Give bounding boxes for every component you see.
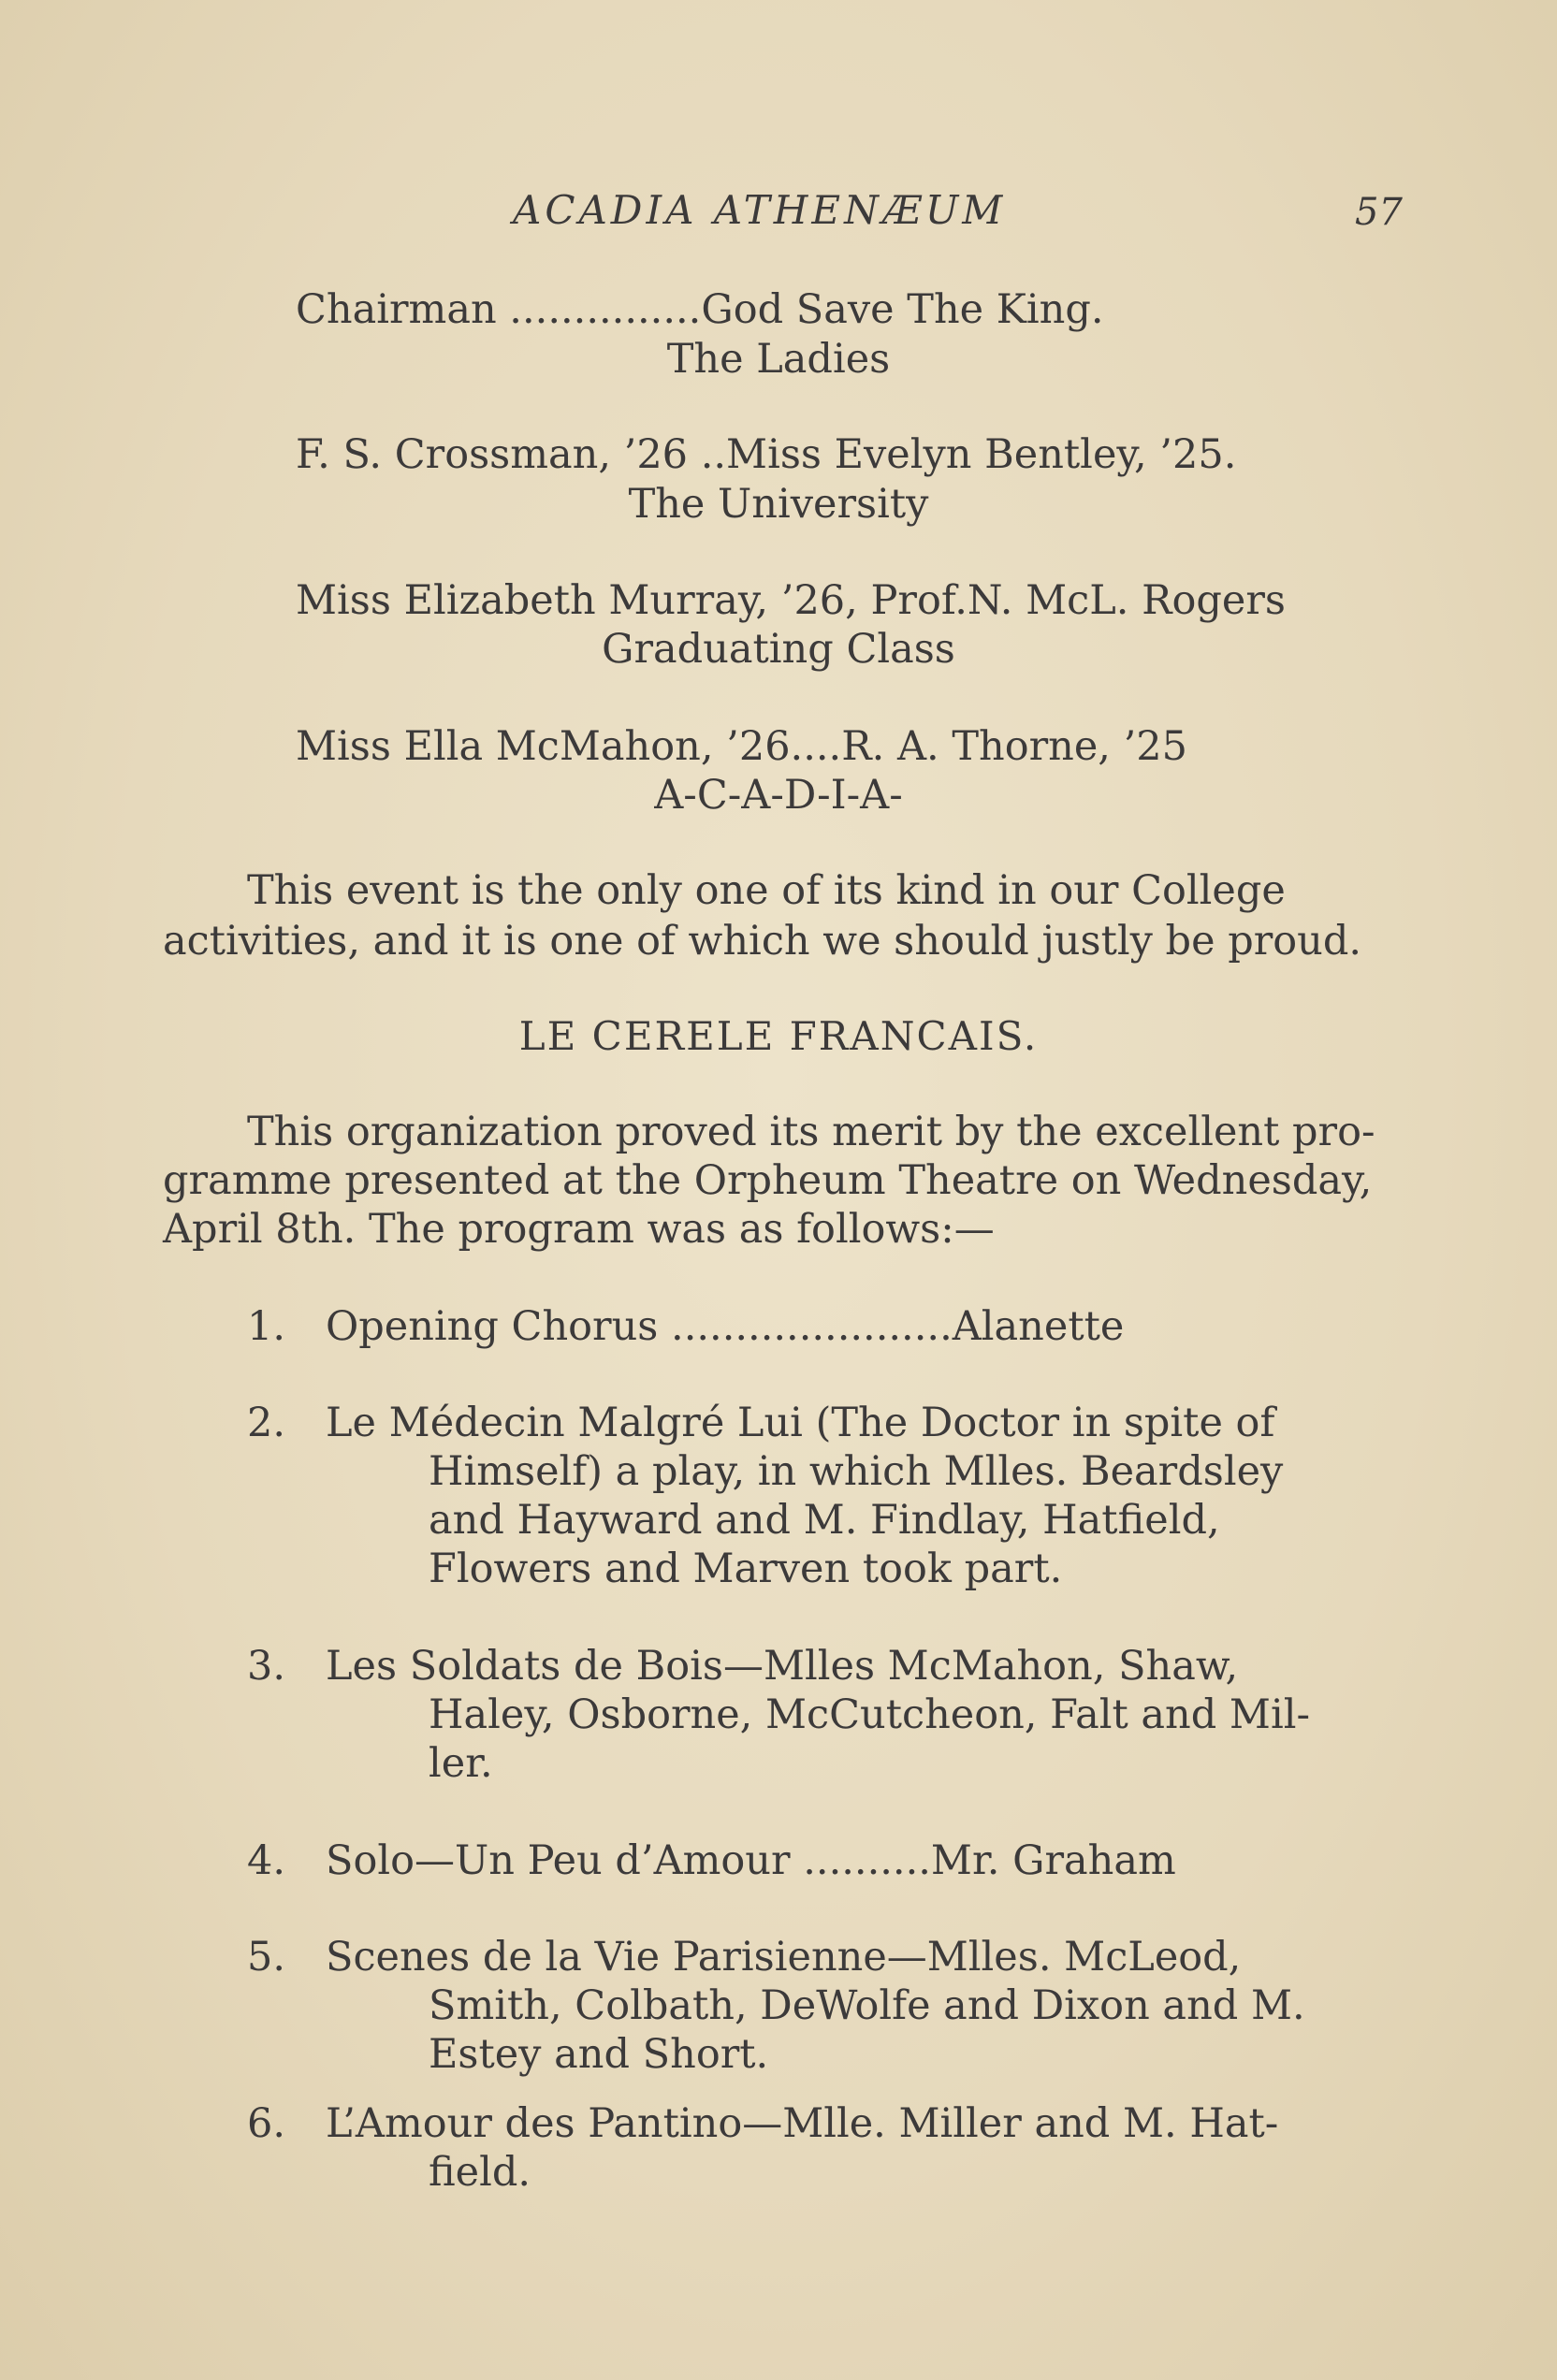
program-item-line: L’Amour des Pantino—Mlle. Miller and M. Hat-	[326, 2100, 1279, 2147]
toast-speakers-3: Miss Elizabeth Murray, ’26, Prof.N. McL. Rogers	[296, 577, 1286, 624]
closing-paragraph-line-2: activities, and it is one of which we should justly be proud.	[163, 918, 1362, 965]
toast-speakers-2: F. S. Crossman, ’26 ..Miss Evelyn Bentley, ’25.	[296, 431, 1237, 478]
program-item-line: and Hayward and M. Findlay, Hatfield,	[429, 1497, 1220, 1544]
program-item-line: Scenes de la Vie Parisienne—Mlles. McLeod,	[326, 1934, 1242, 1981]
program-item-number: 1.	[247, 1303, 286, 1350]
page-number: 57	[1355, 191, 1403, 234]
toast-title-4: A-C-A-D-I-A-	[654, 772, 903, 819]
program-item-line: Flowers and Marven took part.	[429, 1546, 1063, 1592]
program-item-number: 2.	[247, 1400, 286, 1446]
program-item-line: ler.	[429, 1740, 493, 1787]
program-item-line: Haley, Osborne, McCutcheon, Falt and Mil-	[429, 1691, 1310, 1738]
closing-paragraph-line-1: This event is the only one of its kind in our College	[247, 867, 1286, 914]
program-item-line: Les Soldats de Bois—Mlles McMahon, Shaw,	[326, 1643, 1239, 1690]
program-item-line: field.	[429, 2149, 531, 2196]
toast-speakers-1: Chairman ...............God Save The King.	[296, 286, 1104, 333]
section-heading: LE CERELE FRANCAIS.	[518, 1013, 1039, 1059]
program-item-number: 4.	[247, 1837, 286, 1884]
program-item-line: Himself) a play, in which Mlles. Beardsley	[429, 1448, 1284, 1495]
program-item-number: 5.	[247, 1934, 286, 1981]
toast-title-3: Graduating Class	[602, 626, 955, 673]
program-item-number: 3.	[247, 1643, 286, 1690]
toast-speakers-4: Miss Ella McMahon, ’26....R. A. Thorne, ’25	[296, 723, 1188, 770]
program-item-line: Estey and Short.	[429, 2031, 769, 2078]
program-item-number: 6.	[247, 2100, 286, 2147]
program-item-line: Le Médecin Malgré Lui (The Doctor in spite of	[326, 1400, 1275, 1446]
toast-title-2: The University	[628, 481, 929, 528]
intro-paragraph-line-2: gramme presented at the Orpheum Theatre on Wednesday,	[163, 1157, 1373, 1204]
intro-paragraph-line-1: This organization proved its merit by the excellent pro-	[247, 1109, 1375, 1155]
toast-title-1: The Ladies	[666, 336, 891, 383]
program-item-line: Opening Chorus ......................Alanette	[326, 1303, 1125, 1350]
program-item-line: Solo—Un Peu d’Amour ..........Mr. Graham	[326, 1837, 1176, 1884]
program-item-line: Smith, Colbath, DeWolfe and Dixon and M.	[429, 1982, 1305, 2029]
running-header-title: ACADIA ATHENÆUM	[513, 187, 1007, 233]
intro-paragraph-line-3: April 8th. The program was as follows:—	[163, 1206, 995, 1253]
